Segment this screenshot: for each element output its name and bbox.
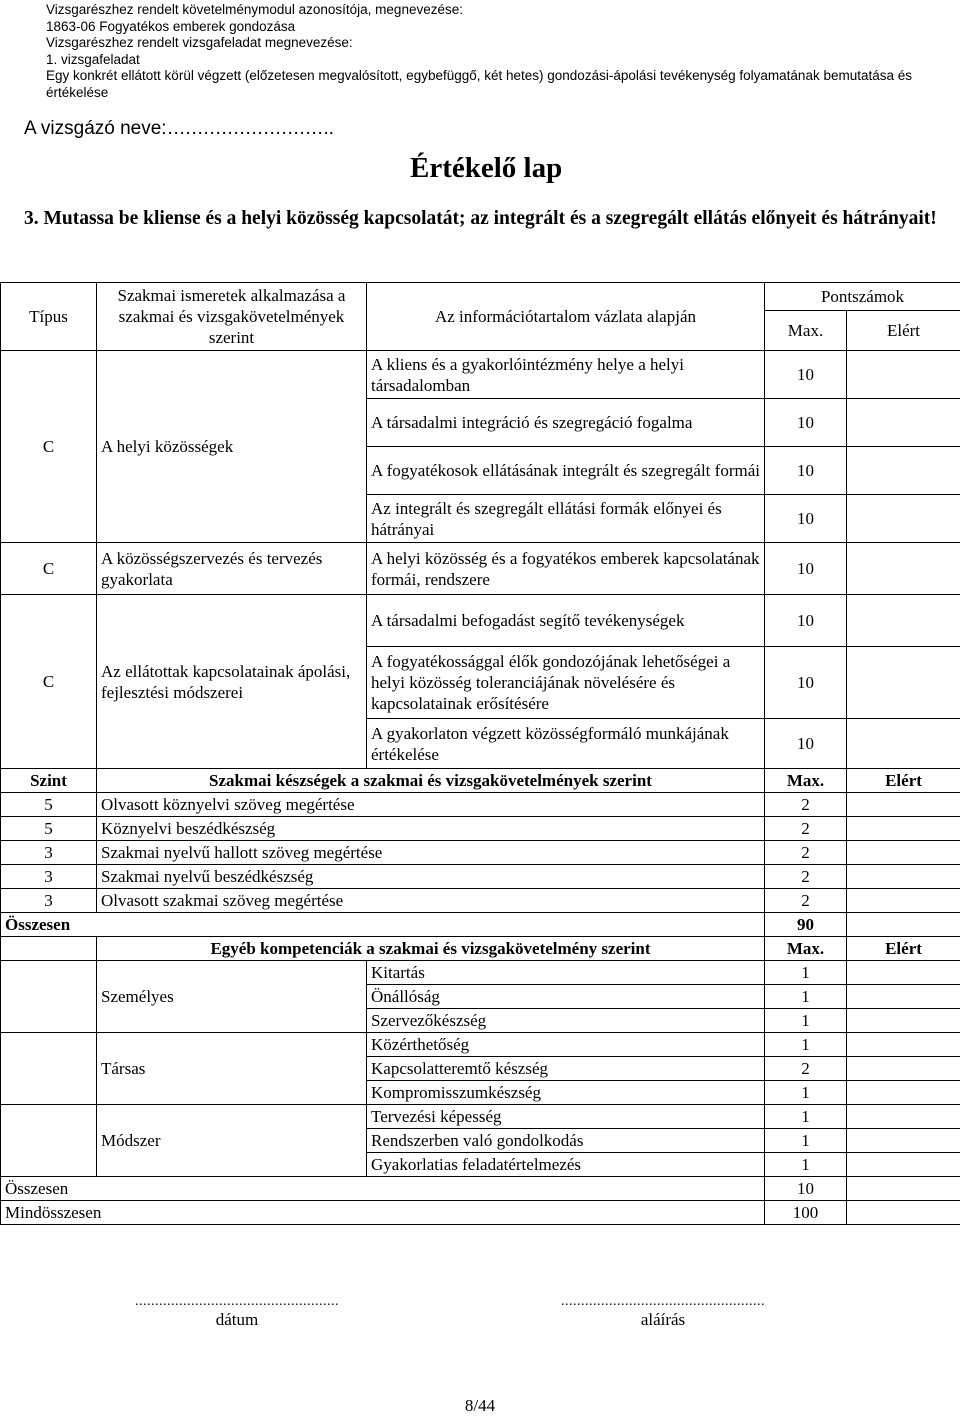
other-max-header: Max. [765,937,847,961]
group1-item-2-achieved[interactable] [847,399,960,447]
other-title-header: Egyéb kompetenciák a szakmai és vizsgakövetelmény szerint [97,937,765,961]
page-title: Értékelő lap [410,152,563,184]
date-signature-block [102,1294,372,1330]
skill-5-achieved[interactable] [847,889,960,913]
skill-2-text: Köznyelvi beszédkészség [97,817,765,841]
group1-item-2-max: 10 [765,399,847,447]
group3-item-2-max: 10 [765,647,847,719]
group3-item-2-achieved[interactable] [847,647,960,719]
grand-total-achieved[interactable] [847,1201,960,1225]
col-knowledge-header: Szakmai ismeretek alkalmazása a szakmai és vizsgakövetelmények szerint [97,283,367,351]
date-dotted-line: ................................................... [135,1294,339,1309]
other-group-method: Módszer [97,1105,367,1177]
other-item-1: Kitartás [367,961,765,985]
other-item-3-max: 1 [765,1009,847,1033]
group1-type: C [1,351,97,543]
page-number: 8/44 [464,1396,496,1415]
group1-item-3-max: 10 [765,447,847,495]
skills-title-header: Szakmai készségek a szakmai és vizsgakövetelmények szerint [97,769,765,793]
other-item-9: Gyakorlatias feladatértelmezés [367,1153,765,1177]
other-item-8-achieved[interactable] [847,1129,960,1153]
group3-item-3-max: 10 [765,719,847,769]
other-item-6-achieved[interactable] [847,1081,960,1105]
other-item-8: Rendszerben való gondolkodás [367,1129,765,1153]
header-line-5: Egy konkrét ellátott körül végzett (előzetesen megvalósított, egybefüggő, két hetes) gondozási-ápolási tevékenység folyamatának bemutatása és értékelése [46,68,913,100]
group3-item-3: A gyakorlaton végzett közösségformáló munkájának értékelése [367,719,765,769]
total2-achieved[interactable] [847,1177,960,1201]
skill-4-max: 2 [765,865,847,889]
skills-max-header: Max. [765,769,847,793]
skill-3-achieved[interactable] [847,841,960,865]
task-description: 3. Mutassa be kliense és a helyi közösség kapcsolatát; az integrált és a szegregált ellátás előnyeit és hátrányait! [24,208,937,229]
col-max-header: Max. [765,311,847,351]
other-item-2-max: 1 [765,985,847,1009]
skill-5-text: Olvasott szakmai szöveg megértése [97,889,765,913]
signature-label: aláírás [640,1310,686,1329]
col-type-header: Típus [1,283,97,351]
header-line-4: 1. vizsgafeladat [46,51,140,67]
skill-2-achieved[interactable] [847,817,960,841]
group1-knowledge: A helyi közösségek [97,351,367,543]
skill-5-max: 2 [765,889,847,913]
examinee-dots: ………………………. [166,118,333,139]
group2-type: C [1,543,97,595]
group2-item-1-achieved[interactable] [847,543,960,595]
total2-label: Összesen [1,1177,765,1201]
group1-item-4: Az integrált és szegregált ellátási formák előnyei és hátrányai [367,495,765,543]
grand-total-value: 100 [765,1201,847,1225]
skill-4-text: Szakmai nyelvű beszédkészség [97,865,765,889]
other-item-6: Kompromisszumkészség [367,1081,765,1105]
group2-knowledge: A közösségszervezés és tervezés gyakorlata [97,543,367,595]
skill-5-level: 3 [1,889,97,913]
date-label: dátum [215,1310,259,1329]
col-points-header: Pontszámok [765,283,960,311]
other-item-4: Közérthetőség [367,1033,765,1057]
group3-item-1-max: 10 [765,595,847,647]
skill-1-achieved[interactable] [847,793,960,817]
group3-knowledge: Az ellátottak kapcsolatainak ápolási, fejlesztési módszerei [97,595,367,769]
skill-1-max: 2 [765,793,847,817]
group1-item-1-achieved[interactable] [847,351,960,399]
other-item-1-achieved[interactable] [847,961,960,985]
skill-3-max: 2 [765,841,847,865]
other-item-4-max: 1 [765,1033,847,1057]
col-content-header: Az információtartalom vázlata alapján [367,283,765,351]
total1-label: Összesen [1,913,765,937]
group1-item-1-max: 10 [765,351,847,399]
group1-item-3: A fogyatékosok ellátásának integrált és szegregált formái [367,447,765,495]
total1-achieved[interactable] [847,913,960,937]
other-item-6-max: 1 [765,1081,847,1105]
group1-item-3-achieved[interactable] [847,447,960,495]
other-item-5-max: 2 [765,1057,847,1081]
skill-2-level: 5 [1,817,97,841]
group1-item-1: A kliens és a gyakorlóintézmény helye a helyi társadalomban [367,351,765,399]
other-item-9-max: 1 [765,1153,847,1177]
other-item-3-achieved[interactable] [847,1009,960,1033]
other-item-4-achieved[interactable] [847,1033,960,1057]
other-item-2-achieved[interactable] [847,985,960,1009]
total2-value: 10 [765,1177,847,1201]
group1-item-2: A társadalmi integráció és szegregáció fogalma [367,399,765,447]
group3-item-1: A társadalmi befogadást segítő tevékenységek [367,595,765,647]
header-line-2: 1863-06 Fogyatékos emberek gondozása [46,18,296,34]
skill-4-achieved[interactable] [847,865,960,889]
group2-item-1: A helyi közösség és a fogyatékos emberek kapcsolatának formái, rendszere [367,543,765,595]
group3-type: C [1,595,97,769]
group1-item-4-max: 10 [765,495,847,543]
group3-item-1-achieved[interactable] [847,595,960,647]
examinee-name-row [24,118,333,140]
skill-2-max: 2 [765,817,847,841]
group2-item-1-max: 10 [765,543,847,595]
group3-item-3-achieved[interactable] [847,719,960,769]
signature-block [528,1294,798,1330]
skill-1-level: 5 [1,793,97,817]
header-line-3: Vizsgarészhez rendelt vizsgafeladat megnevezése: [46,35,353,50]
other-group-social: Társas [97,1033,367,1105]
other-item-5: Kapcsolatteremtő készség [367,1057,765,1081]
other-item-2: Önállóság [367,985,765,1009]
grand-total-label: Mindösszesen [1,1201,765,1225]
header-line-1: Vizsgarészhez rendelt követelménymodul azonosítója, megnevezése: [46,2,463,17]
skills-achieved-header: Elért [847,769,960,793]
other-item-7-max: 1 [765,1105,847,1129]
group3-item-2: A fogyatékossággal élők gondozójának lehetőségei a helyi közösség toleranciájának növelésére és kapcsolatainak erősítésére [367,647,765,719]
skills-level-header: Szint [1,769,97,793]
col-achieved-header: Elért [847,311,960,351]
examinee-label: A vizsgázó neve: [24,118,167,139]
skill-3-text: Szakmai nyelvű hallott szöveg megértése [97,841,765,865]
other-item-8-max: 1 [765,1129,847,1153]
other-item-7: Tervezési képesség [367,1105,765,1129]
total1-value: 90 [765,913,847,937]
signature-dotted-line: ................................................... [561,1294,765,1309]
skill-4-level: 3 [1,865,97,889]
other-item-3: Szervezőkészség [367,1009,765,1033]
evaluation-table [0,282,960,1225]
other-item-7-achieved[interactable] [847,1105,960,1129]
skill-1-text: Olvasott köznyelvi szöveg megértése [97,793,765,817]
document-header [46,2,946,101]
other-item-9-achieved[interactable] [847,1153,960,1177]
skill-3-level: 3 [1,841,97,865]
group1-item-4-achieved[interactable] [847,495,960,543]
other-item-5-achieved[interactable] [847,1057,960,1081]
other-group-personal: Személyes [97,961,367,1033]
other-item-1-max: 1 [765,961,847,985]
other-achieved-header: Elért [847,937,960,961]
